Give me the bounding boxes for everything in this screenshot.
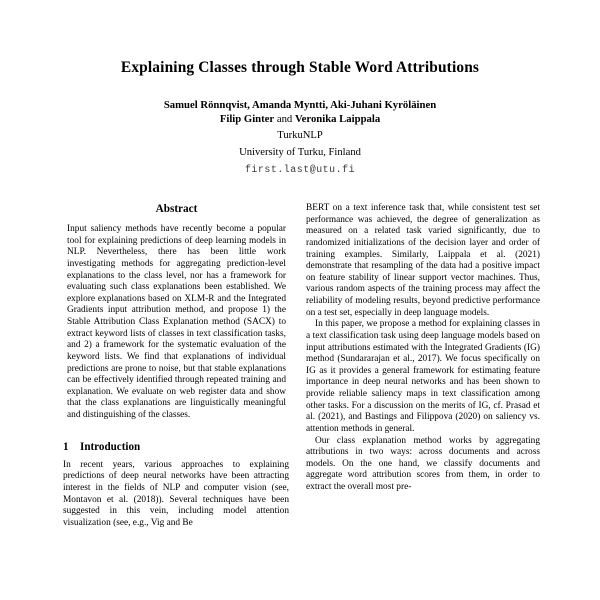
contact-email: first.last@utu.fi bbox=[244, 163, 356, 175]
introduction-section bbox=[63, 441, 289, 530]
author-block bbox=[0, 98, 600, 175]
right-paragraph-2: In this paper, we propose a method for explaining classes in a text classification task using deep language models based on input attributions estimated with the Integrated Gradients (IG) method (Sundararajan et al., 2017). We focus specifically on IG as it provides a general framework for estimating feature importance in deep neural networks and has been shown to provide reliable saliency maps in text classification among other tasks. For a discussion on the merits of IG, cf. Prasad et al. (2021), and Bastings and Filippova (2020) on saliency vs. attention methods in general. bbox=[306, 319, 540, 434]
left-column bbox=[63, 203, 289, 600]
page-title: Explaining Classes through Stable Word Attributions bbox=[120, 59, 480, 76]
abstract-text: Input saliency methods have recently become a popular tool for explaining predictions of deep learning models in NLP. Nevertheless, there has been little work investigating methods for aggregating prediction-level explanations to the class level, nor has a framework for evaluating such class explanations been established. We explore explanations based on XLM-R and the Integrated Gradients input attribution method, and propose 1) the Stable Attribution Class Explanation method (SACX) to extract keyword lists of classes in text classification tasks, and 2) a framework for the systematic evaluation of the keyword lists. We find that explanations of individual predictions are prone to noise, but that stable explanations can be effectively identified through repeated training and explanation. We evaluate on web register data and show that the class explanations are linguistically meaningful and distinguishing of the classes. bbox=[67, 224, 286, 420]
section-number: 1 bbox=[63, 440, 69, 453]
right-column bbox=[306, 203, 540, 600]
right-paragraph-1: BERT on a text inference task that, while consistent test set performance was achieved, the degree of generalization as measured on a related task varied significantly, due to randomized initializations of the decision layer and order of training examples. Similarly, Laippala et al. (2021) demonstrate that resampling of the data had a positive impact on feature stability of linear support vector machines. Thus, various random aspects of the training process may affect the reliability of modeling results, beyond predictive performance on a test set, especially in deep language models. bbox=[306, 203, 540, 318]
author-filip-ginter: Filip Ginter bbox=[219, 113, 275, 126]
paper-header bbox=[0, 0, 600, 176]
author-veronika-laippala: Veronika Laippala bbox=[294, 113, 381, 126]
body-columns bbox=[0, 203, 600, 600]
abstract-section bbox=[67, 203, 286, 422]
introduction-heading bbox=[63, 441, 289, 453]
abstract-heading: Abstract bbox=[155, 203, 198, 215]
research-group: TurkuNLP bbox=[277, 130, 323, 141]
author-conjunction: and bbox=[274, 113, 295, 126]
right-column-content bbox=[306, 203, 540, 494]
right-paragraph-3: Our class explanation method works by aggregating attributions in two ways: across documents and across models. On the one hand, we classify documents and aggregate word attribution scores from them, in order to extract the overall most pre- bbox=[306, 435, 540, 492]
author-line-2 bbox=[0, 112, 600, 126]
author-line-1: Samuel Rönnqvist, Amanda Myntti, Aki-Juhani Kyröläinen bbox=[163, 99, 437, 112]
section-title: Introduction bbox=[80, 440, 141, 453]
introduction-paragraph-1: In recent years, various approaches to explaining predictions of deep neural networks have been attracting interest in the fields of NLP and computer vision (see, Montavon et al. (2018)). Several techniques have been suggested in this vein, including model attention visualization (see, e.g., Vig and Be bbox=[63, 459, 289, 528]
affiliation: University of Turku, Finland bbox=[239, 146, 361, 158]
